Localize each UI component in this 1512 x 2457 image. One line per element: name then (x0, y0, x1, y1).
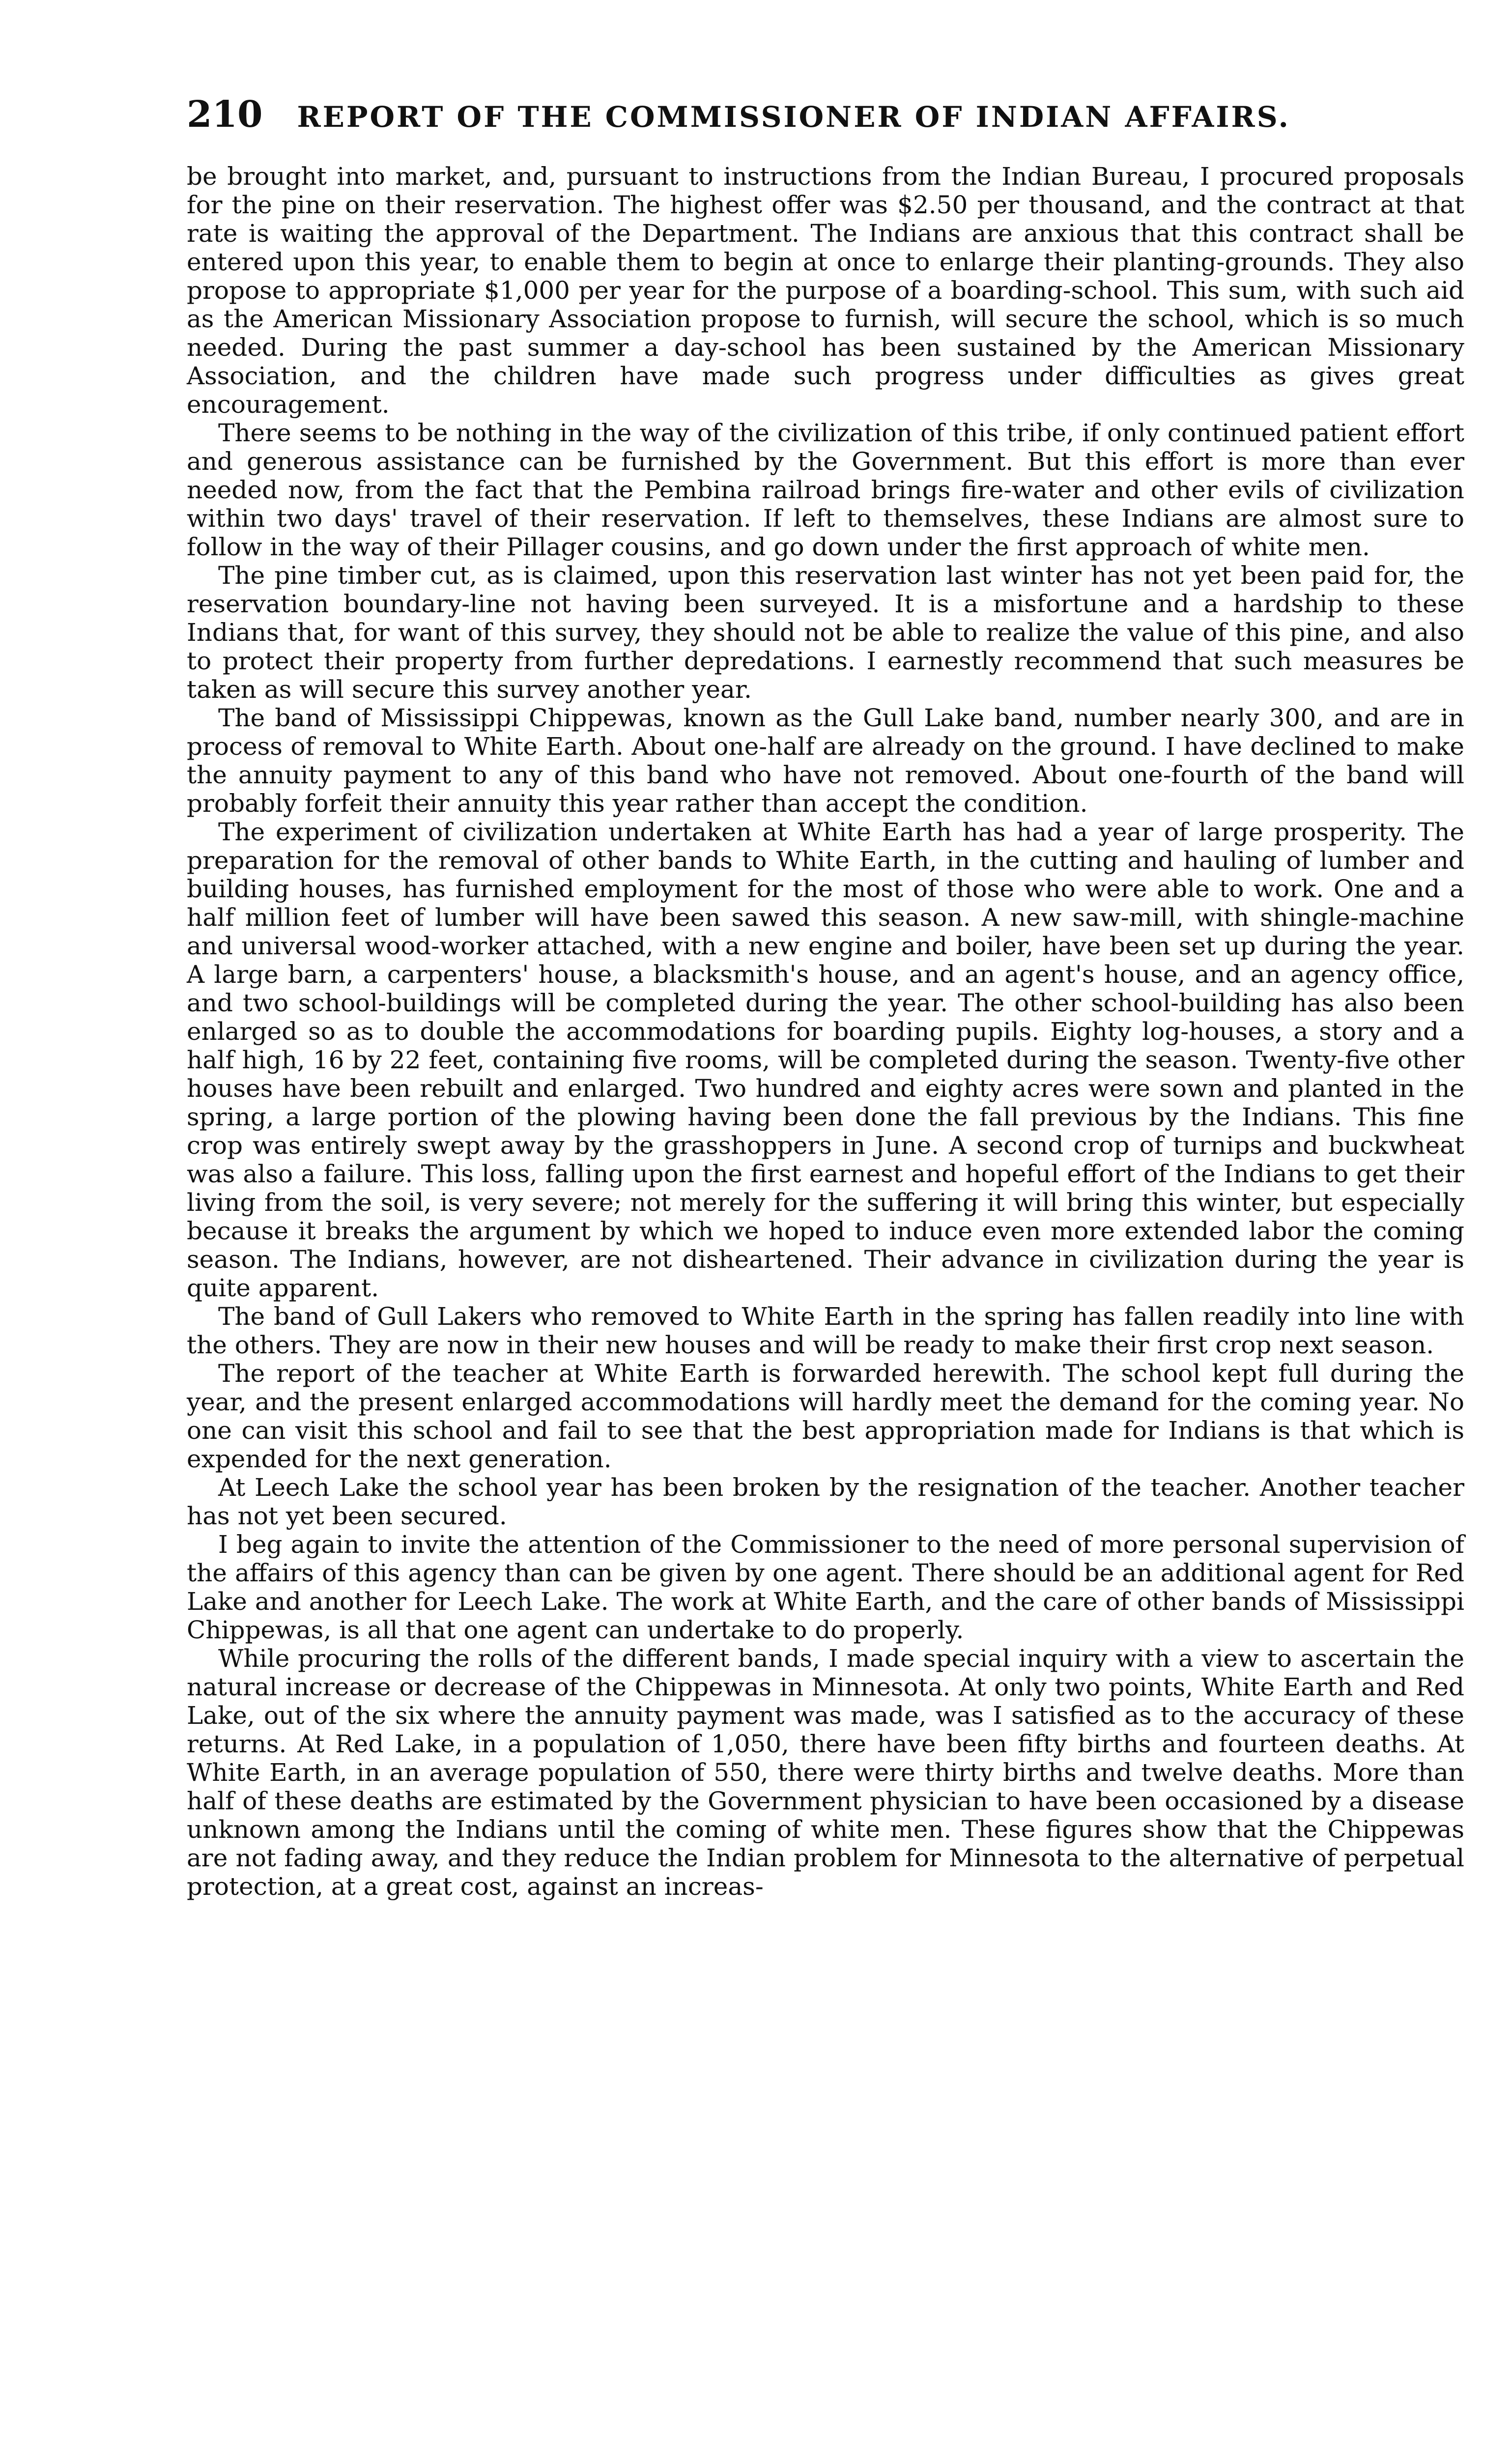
page-number: 210 (187, 93, 263, 136)
body-text (187, 162, 1464, 1901)
paragraph-8: At Leech Lake the school year has been broken by the resignation of the teacher. Another teacher has not yet been secured. (187, 1473, 1464, 1530)
paragraph-3: The pine timber cut, as is claimed, upon this reservation last winter has not yet been paid for, the reservation boundary-line not having been surveyed. It is a misfortune and a hardship to these Indians that, for want of this survey, they should not be able to realize the value of this pine, and also to protect their property from further depredations. I earnestly recommend that such measures be taken as will secure this survey another year. (187, 561, 1464, 704)
document-page (187, 93, 1464, 1901)
paragraph-1: be brought into market, and, pursuant to instructions from the Indian Bureau, I procured proposals for the pine on their reservation. The highest offer was $2.50 per thousand, and the contract at that rate is waiting the approval of the Department. The Indians are anxious that this contract shall be entered upon this year, to enable them to begin at once to enlarge their planting-grounds. They also propose to appropriate $1,000 per year for the purpose of a boarding-school. This sum, with such aid as the American Missionary Association propose to furnish, will secure the school, which is so much needed. During the past summer a day-school has been sustained by the American Missionary Association, and the children have made such progress under difficulties as gives great encouragement. (187, 162, 1464, 419)
page-header (187, 93, 1464, 152)
paragraph-6: The band of Gull Lakers who removed to White Earth in the spring has fallen readily into line with the others. They are now in their new houses and will be ready to make their first crop next season. (187, 1302, 1464, 1359)
paragraph-4: The band of Mississippi Chippewas, known as the Gull Lake band, number nearly 300, and are in process of removal to White Earth. About one-half are already on the ground. I have declined to make the annuity payment to any of this band who have not removed. About one-fourth of the band will probably forfeit their annuity this year rather than accept the condition. (187, 704, 1464, 818)
paragraph-2: There seems to be nothing in the way of the civilization of this tribe, if only continued patient effort and generous assistance can be furnished by the Government. But this effort is more than ever needed now, from the fact that the Pembina railroad brings fire-water and other evils of civilization within two days' travel of their reservation. If left to themselves, these Indians are almost sure to follow in the way of their Pillager cousins, and go down under the first approach of white men. (187, 419, 1464, 561)
paragraph-10: While procuring the rolls of the different bands, I made special inquiry with a view to ascertain the natural increase or decrease of the Chippewas in Minnesota. At only two points, White Earth and Red Lake, out of the six where the annuity payment was made, was I satisfied as to the accuracy of these returns. At Red Lake, in a population of 1,050, there have been fifty births and fourteen deaths. At White Earth, in an average population of 550, there were thirty births and twelve deaths. More than half of these deaths are estimated by the Government physician to have been occasioned by a disease unknown among the Indians until the coming of white men. These figures show that the Chippewas are not fading away, and they reduce the Indian problem for Minnesota to the alternative of perpetual protection, at a great cost, against an increas- (187, 1644, 1464, 1901)
running-head: REPORT OF THE COMMISSIONER OF INDIAN AFFAIRS. (297, 100, 1290, 134)
paragraph-9: I beg again to invite the attention of the Commissioner to the need of more personal supervision of the affairs of this agency than can be given by one agent. There should be an additional agent for Red Lake and another for Leech Lake. The work at White Earth, and the care of other bands of Mississippi Chippewas, is all that one agent can undertake to do properly. (187, 1530, 1464, 1644)
paragraph-5: The experiment of civilization undertaken at White Earth has had a year of large prosperity. The preparation for the removal of other bands to White Earth, in the cutting and hauling of lumber and building houses, has furnished employment for the most of those who were able to work. One and a half million feet of lumber will have been sawed this season. A new saw-mill, with shingle-machine and universal wood-worker attached, with a new engine and boiler, have been set up during the year. A large barn, a carpenters' house, a blacksmith's house, and an agent's house, and an agency office, and two school-buildings will be completed during the year. The other school-building has also been enlarged so as to double the accommodations for boarding pupils. Eighty log-houses, a story and a half high, 16 by 22 feet, containing five rooms, will be completed during the season. Twenty-five other houses have been rebuilt and enlarged. Two hundred and eighty acres were sown and planted in the spring, a large portion of the plowing having been done the fall previous by the Indians. This fine crop was entirely swept away by the grasshoppers in June. A second crop of turnips and buckwheat was also a failure. This loss, falling upon the first earnest and hopeful effort of the Indians to get their living from the soil, is very severe; not merely for the suffering it will bring this winter, but especially because it breaks the argument by which we hoped to induce even more extended labor the coming season. The Indians, however, are not disheartened. Their advance in civilization during the year is quite apparent. (187, 818, 1464, 1302)
paragraph-7: The report of the teacher at White Earth is forwarded herewith. The school kept full during the year, and the present enlarged accommodations will hardly meet the demand for the coming year. No one can visit this school and fail to see that the best appropriation made for Indians is that which is expended for the next generation. (187, 1359, 1464, 1473)
